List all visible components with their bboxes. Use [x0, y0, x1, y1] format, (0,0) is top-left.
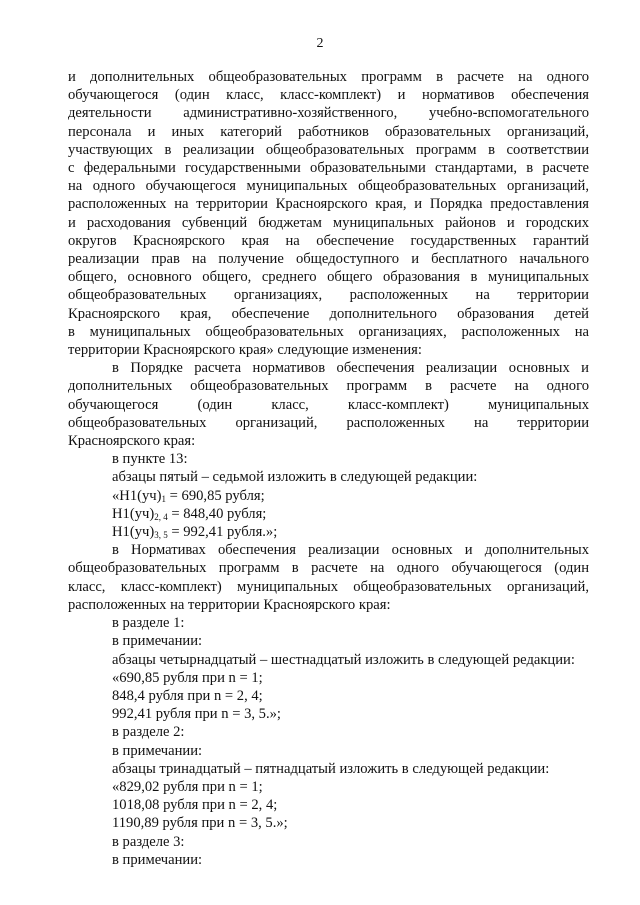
text-line: в разделе 3:	[112, 833, 185, 850]
text-line: территории Красноярского края» следующие изменения:	[68, 342, 422, 359]
text-line: и дополнительных общеобразовательных программ в расчете на одного	[68, 69, 589, 85]
text-line: в пункте 13:	[112, 451, 188, 468]
text-line: общеобразовательных организаций, расположенных на территории	[68, 414, 589, 431]
text-line: с федеральными государственными образовательными стандартами, в расчете	[68, 160, 589, 177]
text-line: в разделе 1:	[112, 615, 185, 632]
text-line: Красноярского края:	[68, 433, 196, 450]
formula-symbol: Н1(уч)	[112, 505, 155, 522]
text-line: реализации прав на получение общедоступного и бесплатного начального	[68, 251, 589, 268]
text-line: на одного обучающегося муниципальных общеобразовательных организаций,	[68, 178, 589, 195]
text-line: расположенных на территории Красноярского края, и Порядка предоставления	[68, 196, 589, 213]
text-line: расположенных на территории Красноярского края:	[68, 596, 391, 613]
text-line: деятельности административно-хозяйственного, учебно-вспомогательного	[68, 105, 589, 122]
text-line: участвующих в реализации общеобразовательных программ в соответствии	[68, 141, 589, 158]
text-line: в примечании:	[112, 633, 203, 650]
document-body	[68, 68, 589, 869]
text-line: обучающегося (один класс, класс-комплект) муниципальных	[68, 396, 589, 413]
text-line: 992,41 рубля при n = 3, 5.»;	[112, 706, 281, 723]
page-number: 2	[316, 36, 324, 51]
formula-subscript: 1	[161, 493, 166, 504]
formula-value: = 992,41 рубля.»;	[167, 524, 278, 541]
text-line: в Порядке расчета нормативов обеспечения реализации основных и	[112, 360, 589, 377]
text-line: и расходования субвенций бюджетам муниципальных районов и городских	[68, 214, 589, 231]
formula-symbol: Н1(уч)	[112, 524, 155, 541]
text-line: дополнительных общеобразовательных программ в расчете на одного	[68, 378, 589, 395]
text-line: в разделе 2:	[112, 724, 185, 741]
formula-value: = 690,85 рубля;	[166, 487, 265, 504]
text-line: общеобразовательных организациях, расположенных на территории	[68, 287, 589, 304]
formula-symbol: «Н1(уч)	[112, 487, 162, 504]
text-line: абзацы пятый – седьмой изложить в следующей редакции:	[112, 469, 478, 486]
text-line: класс, класс-комплект) муниципальных общеобразовательных организаций,	[68, 578, 589, 595]
text-line: общеобразовательных программ в расчете на одного обучающегося (один	[68, 560, 589, 577]
text-line: «829,02 рубля при n = 1;	[112, 778, 263, 795]
text-line	[68, 487, 589, 505]
text-line: общего, основного общего, среднего общего образования в муниципальных	[68, 269, 589, 286]
text-line	[68, 523, 589, 541]
text-line: абзацы тринадцатый – пятнадцатый изложить в следующей редакции:	[112, 760, 550, 777]
text-line: в примечании:	[112, 851, 203, 868]
text-line: в примечании:	[112, 742, 203, 759]
text-line: 848,4 рубля при n = 2, 4;	[112, 687, 263, 704]
text-line: 1018,08 рубля при n = 2, 4;	[112, 797, 278, 814]
formula-value: = 848,40 рубля;	[167, 505, 267, 522]
text-line: персонала и иных категорий работников образовательных организаций,	[68, 123, 589, 140]
text-line: в Нормативах обеспечения реализации основных и дополнительных	[112, 542, 589, 559]
text-line: в муниципальных общеобразовательных организациях, расположенных на	[68, 323, 589, 340]
text-line: Красноярского края, обеспечение дополнительного образования детей	[68, 305, 589, 322]
text-line	[68, 505, 589, 523]
formula-subscript: 3, 5	[154, 530, 168, 541]
text-line: 1190,89 рубля при n = 3, 5.»;	[112, 815, 288, 832]
formula-subscript: 2, 4	[154, 511, 168, 522]
text-line: округов Красноярского края на обеспечение государственных гарантий	[68, 232, 589, 249]
text-line: обучающегося (один класс, класс-комплект) и нормативов обеспечения	[68, 87, 589, 104]
text-line: «690,85 рубля при n = 1;	[112, 669, 263, 686]
text-line: абзацы четырнадцатый – шестнадцатый изложить в следующей редакции:	[112, 651, 575, 668]
